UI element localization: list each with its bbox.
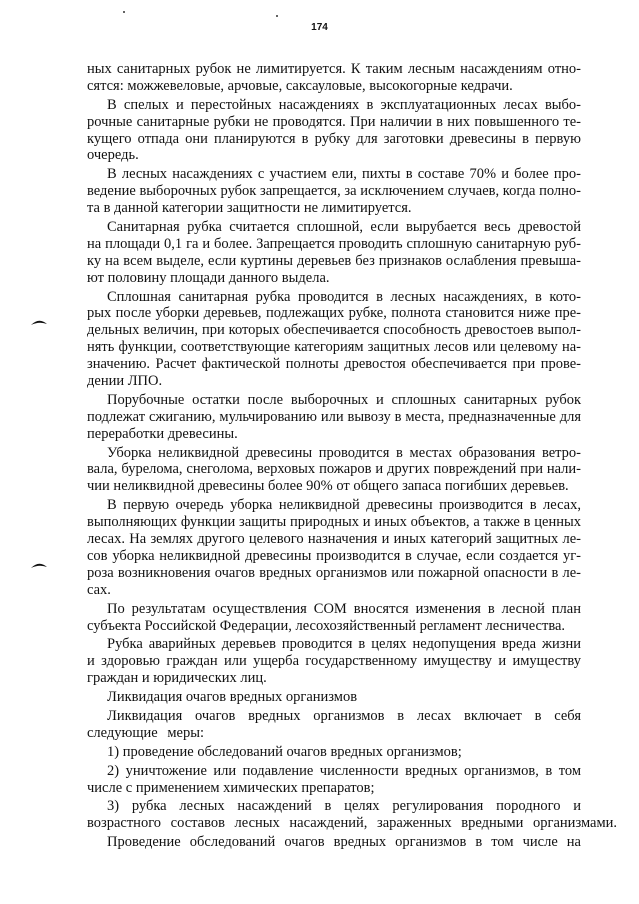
paragraph: [87, 708, 581, 742]
text-line: 3) рубка лесных насаждений в целях регулирования породного и: [107, 798, 581, 815]
paragraph: [87, 636, 581, 687]
text-line: Сплошная санитарная рубка проводится в лесных насаждениях, в кото-: [107, 288, 581, 305]
scan-speck: [276, 15, 278, 17]
paragraph: [87, 392, 581, 443]
text-line: дении ЛПО.: [87, 373, 163, 390]
text-line: числе с применением химических препаратов;: [87, 779, 375, 796]
paragraph: [87, 445, 581, 496]
binder-hole-mark-icon: [30, 318, 48, 326]
text-line: ведение выборочных рубок запрещается, за исключением случаев, когда полно-: [87, 183, 581, 200]
paragraph: [87, 834, 581, 851]
text-line: Порубочные остатки после выборочных и сплошных санитарных рубок: [107, 391, 581, 408]
text-line: сятся: можжевеловые, арчовые, саксауловые, высокогорные кедрачи.: [87, 77, 513, 94]
text-line: очередь.: [87, 147, 139, 164]
text-line: следующие меры:: [87, 724, 204, 741]
text-line: Ликвидация очагов вредных организмов: [107, 689, 358, 706]
text-line: сов уборка неликвидной древесины производится в случае, если создается уг-: [87, 547, 581, 564]
text-line: Ликвидация очагов вредных организмов в лесах включает в себя: [107, 707, 581, 724]
paragraph: [87, 497, 581, 598]
binder-hole-mark-icon: [30, 561, 48, 569]
text-line: на площади 0,1 га и более. Запрещается проводить сплошную санитарную руб-: [87, 235, 581, 252]
text-line: В спелых и перестойных насаждениях в эксплуатационных лесах выбо-: [107, 96, 581, 113]
text-line: сах.: [87, 581, 111, 598]
text-line: 1) проведение обследований очагов вредных организмов;: [107, 743, 462, 760]
scan-speck: [123, 11, 125, 13]
text-line: Уборка неликвидной древесины проводится в местах образования ветро-: [107, 444, 581, 461]
paragraph: [87, 763, 581, 797]
text-line: возрастного составов лесных насаждений, зараженных вредными организмами.: [87, 815, 618, 832]
page-number: 174: [311, 22, 328, 33]
text-line: роза возникновения очагов вредных организмов или пожарной опасности в ле-: [87, 564, 581, 581]
text-line: чии неликвидной древесины более 90% от общего запаса погибших деревьев.: [87, 478, 569, 495]
text-line: дельных величин, при которых обеспечивается способность древостоев выпол-: [87, 322, 581, 339]
text-line: В лесных насаждениях с участием ели, пихты в составе 70% и более про-: [107, 166, 581, 183]
text-line: вала, бурелома, снеголома, верховых пожаров и других повреждений при нали-: [87, 461, 581, 478]
text-line: В первую очередь уборка неликвидной древесины производится в лесах,: [107, 497, 581, 514]
paragraph: [87, 798, 618, 832]
paragraph: [87, 744, 581, 761]
text-line: ных санитарных рубок не лимитируется. К таким лесным насаждениям отно-: [87, 61, 581, 77]
body-text: [87, 61, 618, 851]
text-line: субъекта Российской Федерации, лесохозяйственный регламент лесничества.: [87, 617, 566, 634]
paragraph: [87, 219, 581, 287]
text-line: 2) уничтожение или подавление численности вредных организмов, в том: [107, 762, 581, 779]
text-line: ют половину площади данного выдела.: [87, 269, 330, 286]
text-line: подлежат сжиганию, мульчированию или вывозу в места, предназначенные для: [87, 408, 581, 425]
paragraph: [87, 97, 581, 165]
text-line: ку на всем выделе, если куртины деревьев без признаков ослабления превыша-: [87, 252, 581, 269]
text-line: Проведение обследований очагов вредных организмов в том числе на: [107, 834, 581, 851]
text-line: граждан и юридических лиц.: [87, 670, 267, 687]
paragraph: [87, 166, 581, 217]
text-line: выполняющих функции защиты природных и иных объектов, а также в ценных: [87, 514, 581, 531]
text-line: Рубка аварийных деревьев проводится в целях недопущения вреда жизни: [107, 636, 581, 653]
text-line: значению. Расчет фактической полноты древостоя обеспечивается при прове-: [87, 356, 581, 373]
paragraph: [87, 601, 581, 635]
text-line: та в данной категории защитности не лимитируется.: [87, 200, 412, 217]
text-line: Санитарная рубка считается сплошной, если вырубается весь древостой: [107, 219, 581, 236]
paragraph: [87, 61, 581, 95]
paragraph: [87, 689, 581, 706]
text-line: рых после уборки деревьев, подлежащих рубке, полнота становится ниже пре-: [87, 305, 581, 322]
text-line: По результатам осуществления СОМ вносятся изменения в лесной план: [107, 600, 581, 617]
text-line: и здоровью граждан или ущерба государственному имуществу и имуществу: [87, 653, 581, 670]
text-line: рочные санитарные рубки не проводятся. При наличии в них повышенного те-: [87, 113, 581, 130]
text-line: переработки древесины.: [87, 425, 238, 442]
text-line: нять функции, соответствующие категориям защитных лесов или целевому на-: [87, 339, 581, 356]
paragraph: [87, 289, 581, 390]
text-line: лесах. На землях другого целевого назначения и иных категорий защитных ле-: [87, 531, 581, 548]
text-line: кущего отпада они планируются в рубку для заготовки древесины в первую: [87, 130, 581, 147]
